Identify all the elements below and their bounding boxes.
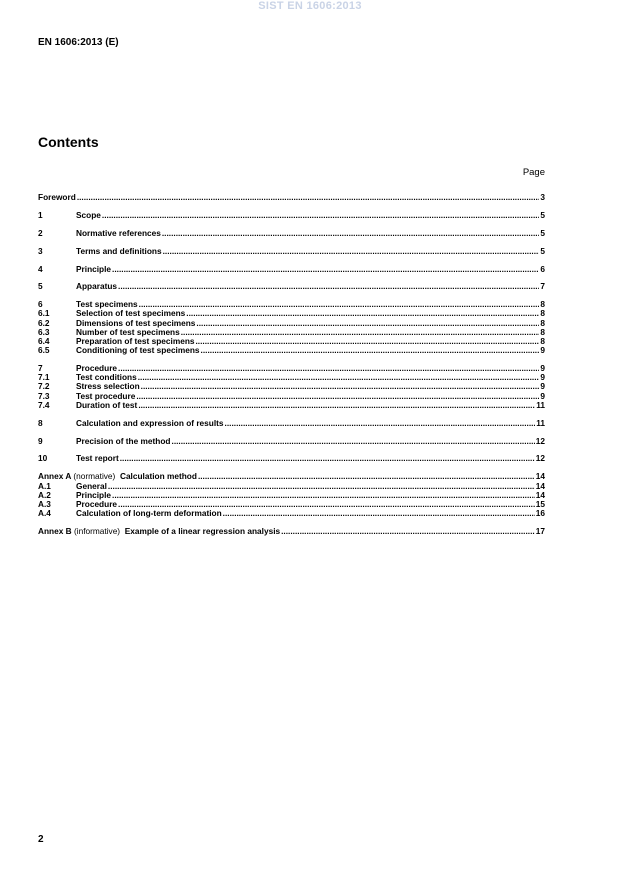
annex-type: (informative)	[73, 525, 121, 536]
toc-number: 2	[38, 227, 43, 238]
toc-entry-test-report[interactable]	[38, 454, 545, 463]
toc-title: Test procedure	[76, 390, 136, 401]
toc-number: 10	[38, 453, 48, 464]
toc-entry-scope[interactable]	[38, 211, 545, 220]
toc-leader	[186, 309, 539, 318]
toc-leader	[118, 282, 539, 291]
toc-leader	[112, 265, 539, 274]
toc-title: Test conditions	[76, 372, 137, 383]
toc-title: Apparatus	[76, 281, 118, 292]
page-column-label: Page	[522, 167, 545, 178]
toc-leader	[136, 392, 539, 401]
toc-leader	[281, 527, 535, 536]
toc-entry-foreword[interactable]	[38, 193, 545, 202]
toc-page: 8	[540, 299, 545, 310]
toc-leader	[223, 509, 535, 518]
toc-page: 8	[540, 317, 545, 328]
toc-number: 6.1	[38, 308, 50, 319]
toc-title: Procedure	[76, 363, 118, 374]
toc-leader	[138, 373, 540, 382]
toc-page: 17	[535, 525, 545, 536]
toc-number: 7.3	[38, 390, 50, 401]
toc-entry-precision-of-method[interactable]	[38, 437, 545, 446]
toc-number: 6	[38, 299, 43, 310]
toc-leader	[172, 437, 535, 446]
toc-title: Conditioning of test specimens	[76, 345, 200, 356]
toc-page: 9	[540, 381, 545, 392]
page-number: 2	[38, 834, 44, 845]
toc-leader	[201, 346, 540, 355]
toc-number: 6.3	[38, 326, 50, 337]
toc-title: Duration of test	[76, 399, 138, 410]
toc-page: 3	[540, 192, 545, 202]
toc-number: A.1	[38, 480, 51, 491]
toc-leader	[225, 419, 536, 428]
toc-entry-annex-a[interactable]	[38, 472, 545, 481]
toc-number: 3	[38, 245, 43, 256]
toc-leader	[112, 491, 535, 500]
toc-title: Scope	[76, 209, 101, 220]
toc-leader	[141, 382, 540, 391]
toc-title	[38, 472, 197, 481]
toc-page: 12	[535, 435, 545, 446]
annex-title: Calculation method	[119, 471, 197, 482]
toc-number: 7.2	[38, 381, 50, 392]
toc-entry-annex-b[interactable]	[38, 527, 545, 536]
toc-leader	[118, 364, 539, 373]
toc-number: A.3	[38, 498, 51, 509]
toc-title: Stress selection	[76, 381, 140, 392]
toc-title: Terms and definitions	[76, 245, 162, 256]
toc-page: 14	[535, 489, 545, 500]
toc-entry-apparatus[interactable]	[38, 282, 545, 291]
toc-title: Selection of test specimens	[76, 308, 186, 319]
toc-title: Preparation of test specimens	[76, 336, 195, 346]
toc-number: 7	[38, 363, 43, 374]
toc-page: 8	[540, 308, 545, 319]
toc-leader	[163, 247, 540, 256]
toc-page: 5	[540, 209, 545, 220]
toc-title: Procedure	[76, 498, 118, 509]
toc-number: 6.4	[38, 336, 50, 346]
toc-title: Calculation of long-term deformation	[76, 508, 222, 519]
toc-page: 14	[535, 480, 545, 491]
toc-page: 14	[535, 471, 545, 482]
annex-label: Annex A	[38, 471, 72, 482]
toc-title: Principle	[76, 489, 112, 500]
toc-page: 5	[540, 227, 545, 238]
annex-label: Annex B	[38, 525, 72, 536]
toc-entry-a-4[interactable]	[38, 509, 545, 518]
toc-page: 6	[540, 263, 545, 274]
toc-page: 8	[540, 326, 545, 337]
toc-leader	[181, 328, 540, 337]
toc-number: 7.4	[38, 399, 50, 410]
toc-entry-calculation-and-expression[interactable]	[38, 419, 545, 428]
document-id: EN 1606:2013 (E)	[38, 37, 119, 48]
toc-page: 9	[540, 372, 545, 383]
toc-number: 9	[38, 435, 43, 446]
toc-page: 11	[536, 399, 545, 410]
annex-type: (normative)	[73, 471, 116, 482]
toc-title: General	[76, 480, 107, 491]
toc-number: 5	[38, 281, 43, 292]
toc-page: 5	[540, 245, 545, 256]
toc-number: A.4	[38, 508, 51, 519]
toc-leader	[162, 229, 540, 238]
toc-entry-7-4[interactable]	[38, 401, 545, 410]
toc-number: 4	[38, 263, 43, 274]
toc-page: 16	[535, 508, 545, 519]
toc-page: 9	[540, 345, 545, 356]
toc-entry-principle[interactable]	[38, 265, 545, 274]
toc-page: 11	[536, 417, 545, 428]
contents-title: Contents	[38, 134, 99, 150]
toc-title: Normative references	[76, 227, 161, 238]
watermark: SIST EN 1606:2013	[258, 0, 362, 12]
toc-entry-terms-and-definitions[interactable]	[38, 247, 545, 256]
toc-number: 8	[38, 417, 43, 428]
toc-page: 15	[535, 498, 545, 509]
toc-page: 9	[540, 363, 545, 374]
toc-number: 1	[38, 209, 43, 220]
toc-entry-6-5[interactable]	[38, 346, 545, 355]
toc-number: 6.5	[38, 345, 50, 356]
toc-number: 7.1	[38, 372, 50, 383]
toc-leader	[198, 472, 535, 481]
toc-leader	[120, 454, 535, 463]
table-of-contents	[38, 193, 545, 536]
toc-title: Number of test specimens	[76, 326, 180, 337]
toc-title: Principle	[76, 263, 112, 274]
toc-entry-normative-references[interactable]	[38, 229, 545, 238]
toc-entry-a-1[interactable]	[38, 482, 545, 491]
toc-page: 12	[535, 453, 545, 464]
toc-number: A.2	[38, 489, 51, 500]
toc-title	[38, 527, 280, 536]
toc-page: 9	[540, 390, 545, 401]
toc-title: Test report	[76, 453, 119, 464]
toc-leader	[77, 193, 540, 202]
toc-leader	[102, 211, 539, 220]
toc-title: Precision of the method	[76, 435, 171, 446]
toc-page: 8	[540, 336, 545, 346]
toc-title: Dimensions of test specimens	[76, 317, 196, 328]
toc-leader	[196, 319, 539, 328]
toc-page: 7	[540, 281, 545, 292]
toc-title: Test specimens	[76, 299, 138, 310]
annex-title: Example of a linear regression analysis	[124, 525, 281, 536]
toc-leader	[138, 401, 535, 410]
toc-number: 6.2	[38, 317, 50, 328]
toc-leader	[139, 300, 540, 309]
toc-leader	[108, 482, 535, 491]
toc-leader	[196, 337, 540, 346]
toc-title: Calculation and expression of results	[76, 417, 224, 428]
toc-title: Foreword	[38, 192, 76, 202]
